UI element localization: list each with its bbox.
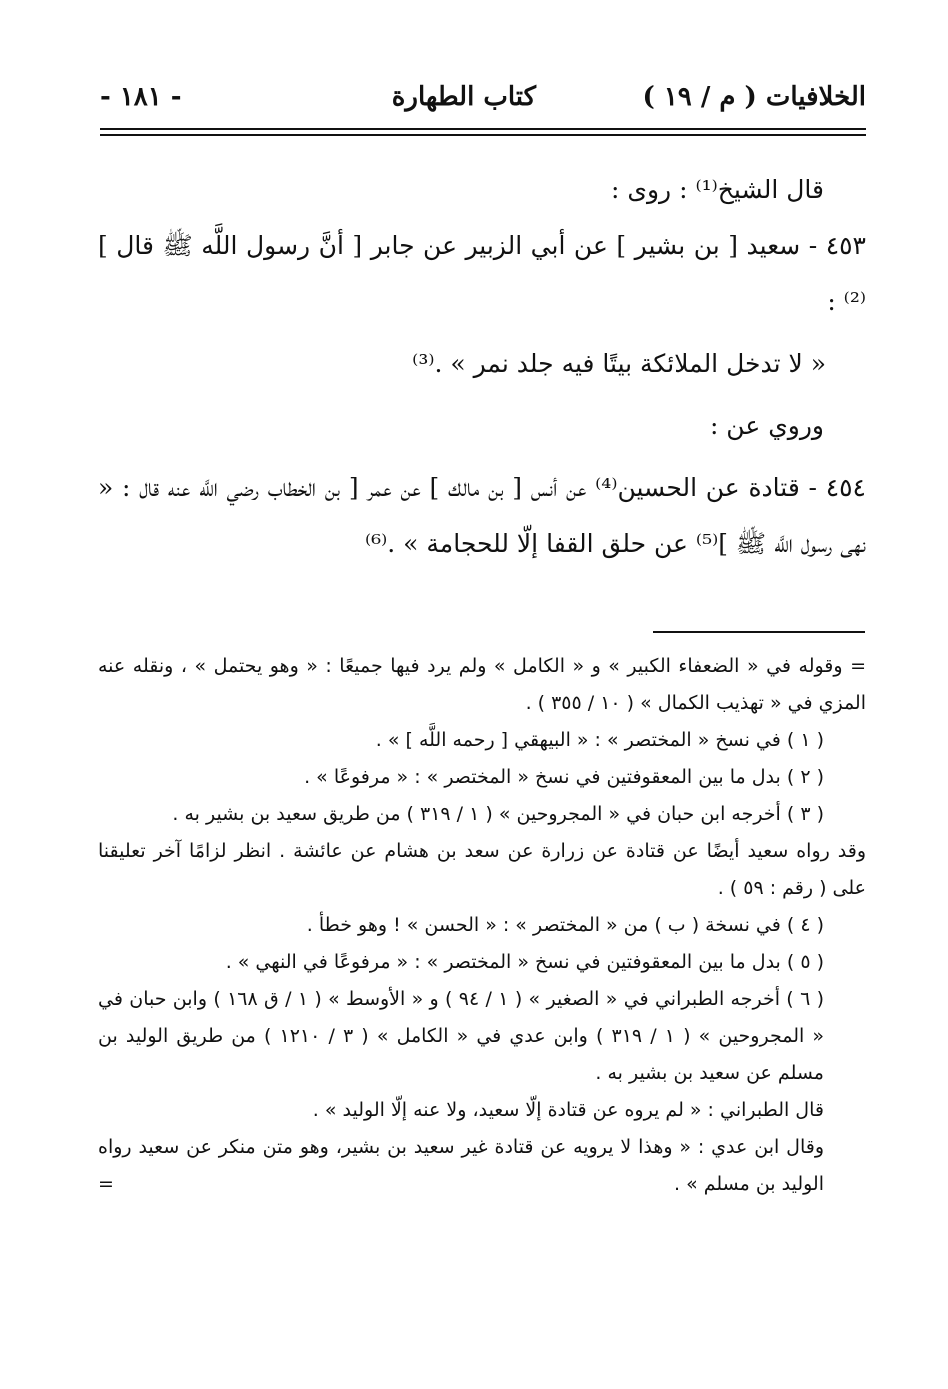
main-text — [98, 162, 866, 572]
footnote-separator — [653, 631, 865, 633]
page-header — [100, 78, 866, 122]
chapter-title: كتاب الطهارة — [391, 82, 536, 112]
footnote-6-ibn-adi-text: وقال ابن عدي : « وهذا لا يرويه عن قتادة غير سعيد بن بشير، وهو متن منكر عن سعيد رواه الوليد بن مسلم » . — [98, 1136, 824, 1195]
footnote-6: ( ٦ ) أخرجه الطبراني في « الصغير » ( ١ / ٩٤ ) و « الأوسط » ( ١ / ق ١٦٨ ) وابن حبان في « المجروحين » ( ١ / ٣١٩ ) وابن عدي في « الكامل » ( ٣ / ١٢١٠ ) من طريق الوليد بن مسلم عن سعيد بن بشير به . — [98, 988, 825, 1084]
hadith-453-text: « لا تدخل الملائكة بيتًا فيه جلد نمر » .⁽³⁾ — [412, 349, 826, 378]
paragraph-narrated: وروي عن : — [709, 411, 824, 440]
continuation-mark: = — [98, 1173, 114, 1195]
footnotes — [98, 648, 866, 1203]
footnote-1: ( ١ ) في نسخ « المختصر » : « البيهقي [ رحمه اللَّه ] » . — [375, 729, 824, 751]
footnote-6-ibn-adi — [98, 1129, 866, 1203]
footnote-2: ( ٢ ) بدل ما بين المعقوفتين في نسخ « المختصر » : « مرفوعًا » . — [304, 766, 824, 788]
hadith-453: ٤٥٣ - سعيد [ بن بشير ] عن أبي الزبير عن جابر [ أنَّ رسول اللَّه ﷺ قال ]⁽²⁾ : — [98, 231, 866, 316]
footnote-4: ( ٤ ) في نسخة ( ب ) من « المختصر » : « الحسن » ! وهو خطأ . — [306, 914, 824, 936]
hadith-454: ٤٥٤ - قتادة عن الحسين⁽⁴⁾ عن أنس [ بن مالك ] عن عمر [ بن الخطاب رضي اللَّه عنه قال : « نهى رسول اللَّه ﷺ ]⁽⁵⁾ عن حلق القفا إلّا للحجامة » .⁽⁶⁾ — [98, 473, 866, 558]
header-rule-bottom — [100, 134, 866, 136]
footnote-3-extra: وقد رواه سعيد أيضًا عن قتادة عن زرارة عن سعد بن هشام عن عائشة . انظر لزامًا آخر تعليقنا على ( رقم : ٥٩ ) . — [98, 840, 866, 899]
paragraph-intro: قال الشيخ⁽¹⁾ : روى : — [611, 175, 824, 204]
footnote-continuation: = وقوله في « الضعفاء الكبير » و « الكامل » ولم يرد فيها جميعًا : « وهو يحتمل » ، ونقله عنه المزي في « تهذيب الكمال » ( ١٠ / ٣٥٥ ) . — [98, 655, 866, 714]
footnote-3: ( ٣ ) أخرجه ابن حبان في « المجروحين » ( ١ / ٣١٩ ) من طريق سعيد بن بشير به . — [172, 803, 824, 825]
running-title: الخلافيات ( م / ١٩ ) — [642, 82, 866, 112]
header-rule-top — [100, 128, 866, 130]
footnote-6-tabarani: قال الطبراني : « لم يروه عن قتادة إلّا سعيد، ولا عنه إلّا الوليد » . — [312, 1099, 824, 1121]
page-number: - ١٨١ - — [100, 82, 182, 112]
footnote-5: ( ٥ ) بدل ما بين المعقوفتين في نسخ « المختصر » : « مرفوعًا في النهي » . — [225, 951, 824, 973]
